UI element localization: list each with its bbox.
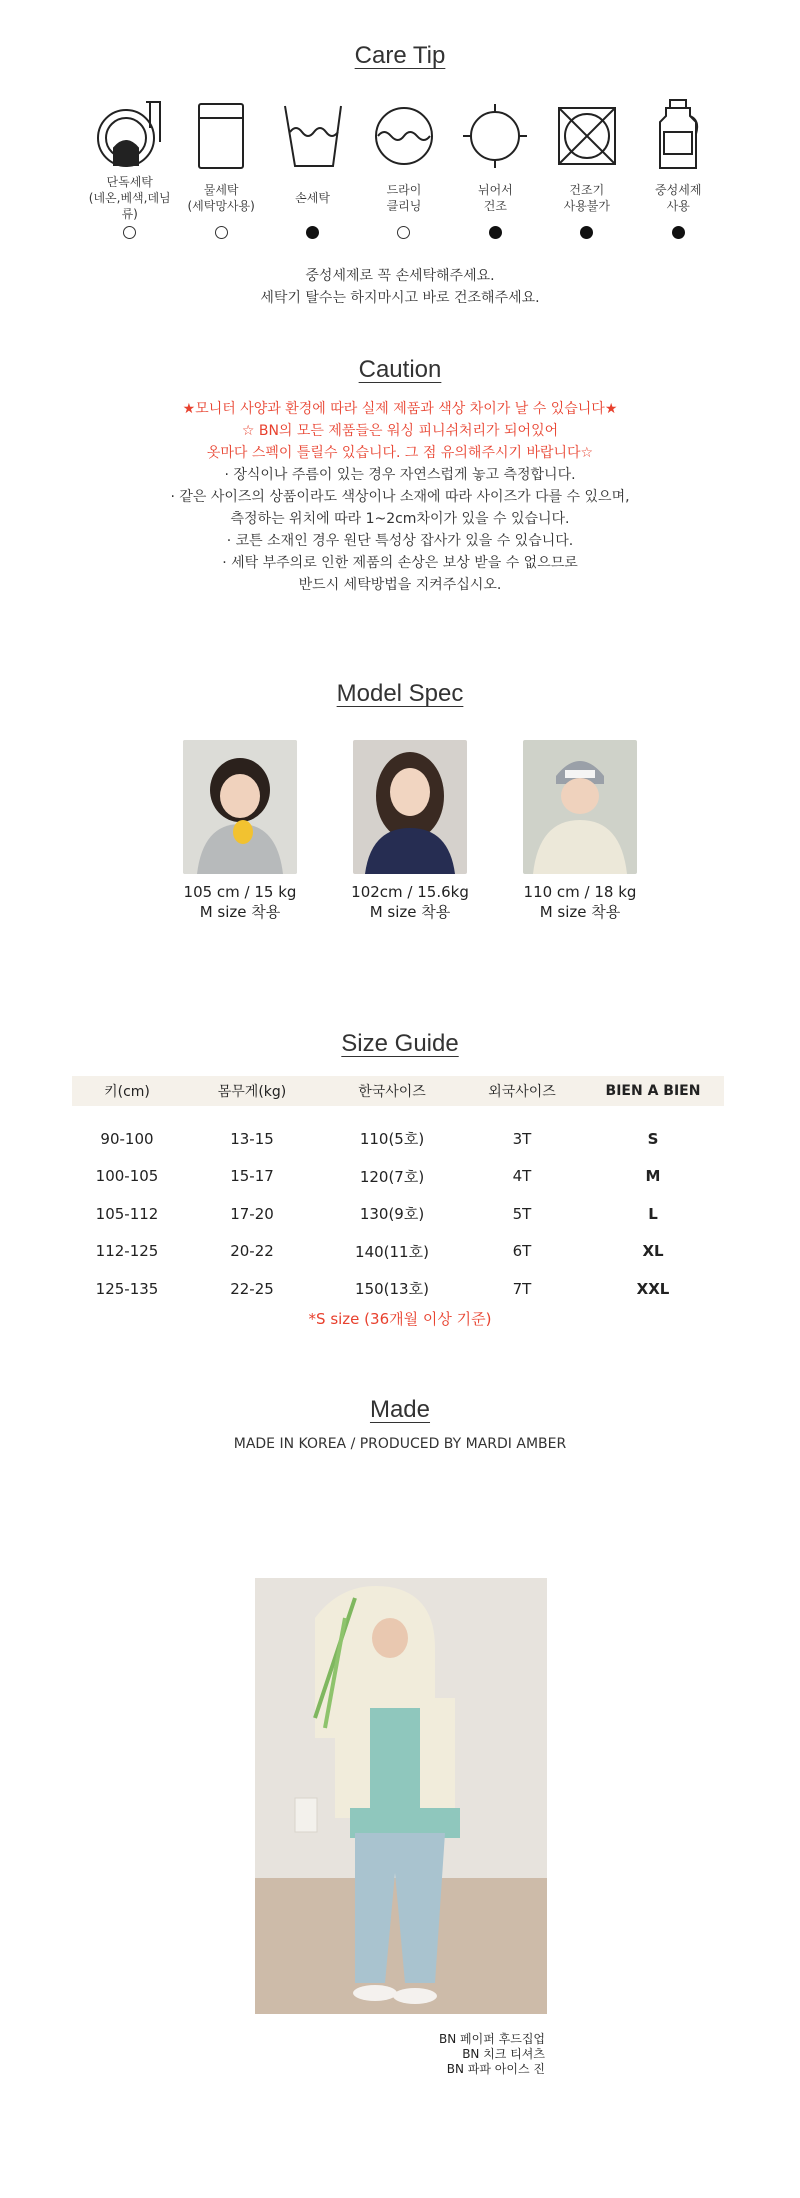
care-label-line1: 물세탁: [203, 183, 239, 197]
caution-text: [0, 398, 800, 596]
size-header-cell: BIEN A BIEN: [605, 1083, 701, 1099]
model-list: [180, 740, 640, 922]
care-note-line2: 세탁기 탈수는 하지마시고 바로 건조해주세요.: [260, 290, 540, 306]
made-title: Made: [369, 1396, 431, 1423]
care-label-line2: (네온,베색,데님류): [88, 191, 171, 221]
made-text: MADE IN KOREA / PRODUCED BY MARDI AMBER: [233, 1436, 567, 1452]
detergent-icon: [640, 96, 716, 176]
model-photo: [353, 740, 467, 874]
size-cell: 125-135: [95, 1279, 159, 1298]
table-row: [72, 1158, 724, 1196]
table-row: [72, 1120, 724, 1158]
size-cell: 20-22: [230, 1242, 274, 1261]
care-item-detergent: [633, 96, 724, 239]
size-cell: M: [645, 1167, 661, 1186]
dry-clean-icon: [366, 96, 442, 176]
size-cell: L: [648, 1204, 658, 1223]
size-cell: 130(9호): [359, 1205, 425, 1224]
care-label-line2: 클리닝: [386, 199, 422, 213]
size-cell: 15-17: [230, 1167, 274, 1186]
care-label-line2: 사용불가: [563, 199, 610, 213]
separate-wash-icon: [92, 96, 168, 176]
no-tumble-dry-icon: [549, 96, 625, 176]
size-cell: 17-20: [230, 1204, 274, 1223]
care-mark-empty: [215, 226, 228, 239]
care-icon-row: [84, 96, 724, 239]
size-cell: XXL: [636, 1279, 670, 1298]
care-note-line1: 중성세제로 꼭 손세탁해주세요.: [305, 268, 495, 284]
size-table: [72, 1076, 724, 1308]
caution-line: 측정하는 위치에 따라 1~2cm차이가 있을 수 있습니다.: [230, 511, 570, 527]
caution-line: · 장식이나 주름이 있는 경우 자연스럽게 놓고 측정합니다.: [224, 467, 576, 483]
product-credits: [380, 2032, 545, 2077]
care-label-line1: 드라이: [386, 183, 422, 197]
size-guide-title: Size Guide: [341, 1030, 459, 1057]
care-mark-filled: [672, 226, 685, 239]
size-cell: 3T: [512, 1129, 532, 1148]
size-cell: 6T: [512, 1242, 532, 1261]
care-item-machine-wash: [175, 96, 266, 239]
model-size: 105 cm / 15 kg: [183, 883, 297, 901]
care-mark-filled: [489, 226, 502, 239]
washing-machine-icon: [183, 96, 259, 176]
caution-line: · 코튼 소재인 경우 원단 특성상 잡사가 있을 수 있습니다.: [226, 533, 574, 549]
caution-red-line: ★모니터 사양과 환경에 따라 실제 제품과 색상 차이가 날 수 있습니다★: [182, 401, 618, 417]
caution-title: Caution: [358, 356, 442, 383]
care-mark-empty: [397, 226, 410, 239]
size-note: *S size (36개월 이상 기준): [308, 1310, 492, 1328]
credit-line: BN 파파 아이스 진: [446, 2062, 545, 2076]
care-item-hand-wash: [267, 96, 358, 239]
care-label-line2: 사용: [666, 199, 690, 213]
size-cell: 120(7호): [359, 1167, 425, 1186]
care-label-line1: 뉘어서: [478, 183, 513, 197]
care-label-line1: 건조기: [569, 183, 605, 197]
care-tip-title: Care Tip: [354, 42, 446, 69]
model-size: 110 cm / 18 kg: [523, 883, 637, 901]
size-header-cell: 한국사이즈: [358, 1084, 426, 1100]
table-row: [72, 1233, 724, 1271]
care-label-line1: 단독세탁: [106, 175, 153, 189]
care-mark-filled: [580, 226, 593, 239]
model-card: [180, 740, 300, 922]
caution-line: · 같은 사이즈의 상품이라도 색상이나 소재에 따라 사이즈가 다를 수 있으며,: [170, 489, 630, 505]
care-label-line2: (세탁망사용): [187, 199, 255, 213]
caution-red-line: ☆ BN의 모든 제품들은 워싱 피니쉬처리가 되어있어: [241, 423, 559, 439]
size-cell: 100-105: [95, 1167, 159, 1186]
model-photo: [523, 740, 637, 874]
credit-line: BN 치크 티셔츠: [462, 2047, 545, 2061]
size-cell: 22-25: [230, 1279, 274, 1298]
credit-line: BN 페이퍼 후드집업: [439, 2032, 545, 2046]
size-cell: 110(5호): [359, 1130, 425, 1149]
size-cell: 150(13호): [355, 1280, 429, 1299]
size-header-cell: 몸무게(kg): [217, 1084, 287, 1100]
size-cell: 13-15: [230, 1129, 274, 1148]
hand-wash-icon: [275, 96, 351, 176]
model-fit: M size 착용: [539, 903, 621, 921]
table-row: [72, 1195, 724, 1233]
care-mark-filled: [306, 226, 319, 239]
care-item-separate-wash: [84, 96, 175, 239]
model-photo: [183, 740, 297, 874]
sun-dry-icon: [457, 96, 533, 176]
size-cell: 140(11호): [355, 1242, 429, 1261]
care-label-line2: 건조: [483, 199, 507, 213]
model-size: 102cm / 15.6kg: [351, 883, 469, 901]
size-cell: S: [647, 1129, 659, 1148]
model-card: [350, 740, 470, 922]
care-item-sun-dry: [450, 96, 541, 239]
size-header-cell: 키(cm): [104, 1084, 150, 1100]
size-cell: 112-125: [95, 1242, 159, 1261]
care-item-dry-clean: [358, 96, 449, 239]
product-photo: [255, 1578, 547, 2014]
size-cell: 5T: [512, 1204, 532, 1223]
size-cell: 90-100: [100, 1129, 154, 1148]
care-note: [0, 265, 800, 309]
size-cell: 4T: [512, 1167, 532, 1186]
size-cell: 7T: [512, 1279, 532, 1298]
size-cell: 105-112: [95, 1204, 159, 1223]
model-card: [520, 740, 640, 922]
caution-line: 반드시 세탁방법을 지켜주십시오.: [298, 577, 502, 593]
model-fit: M size 착용: [369, 903, 451, 921]
care-mark-empty: [123, 226, 136, 239]
size-table-header: [72, 1076, 724, 1106]
caution-line: · 세탁 부주의로 인한 제품의 손상은 보상 받을 수 없으므로: [222, 555, 578, 571]
care-label-line1: 손세탁: [295, 191, 330, 205]
care-item-no-tumble-dry: [541, 96, 632, 239]
size-header-cell: 외국사이즈: [488, 1084, 556, 1100]
care-label-line1: 중성세제: [655, 183, 702, 197]
model-spec-title: Model Spec: [336, 680, 464, 707]
table-row: [72, 1270, 724, 1308]
size-cell: XL: [642, 1242, 664, 1261]
model-fit: M size 착용: [199, 903, 281, 921]
caution-red-line: 옷마다 스펙이 틀릴수 있습니다. 그 점 유의해주시기 바랍니다☆: [206, 445, 594, 461]
